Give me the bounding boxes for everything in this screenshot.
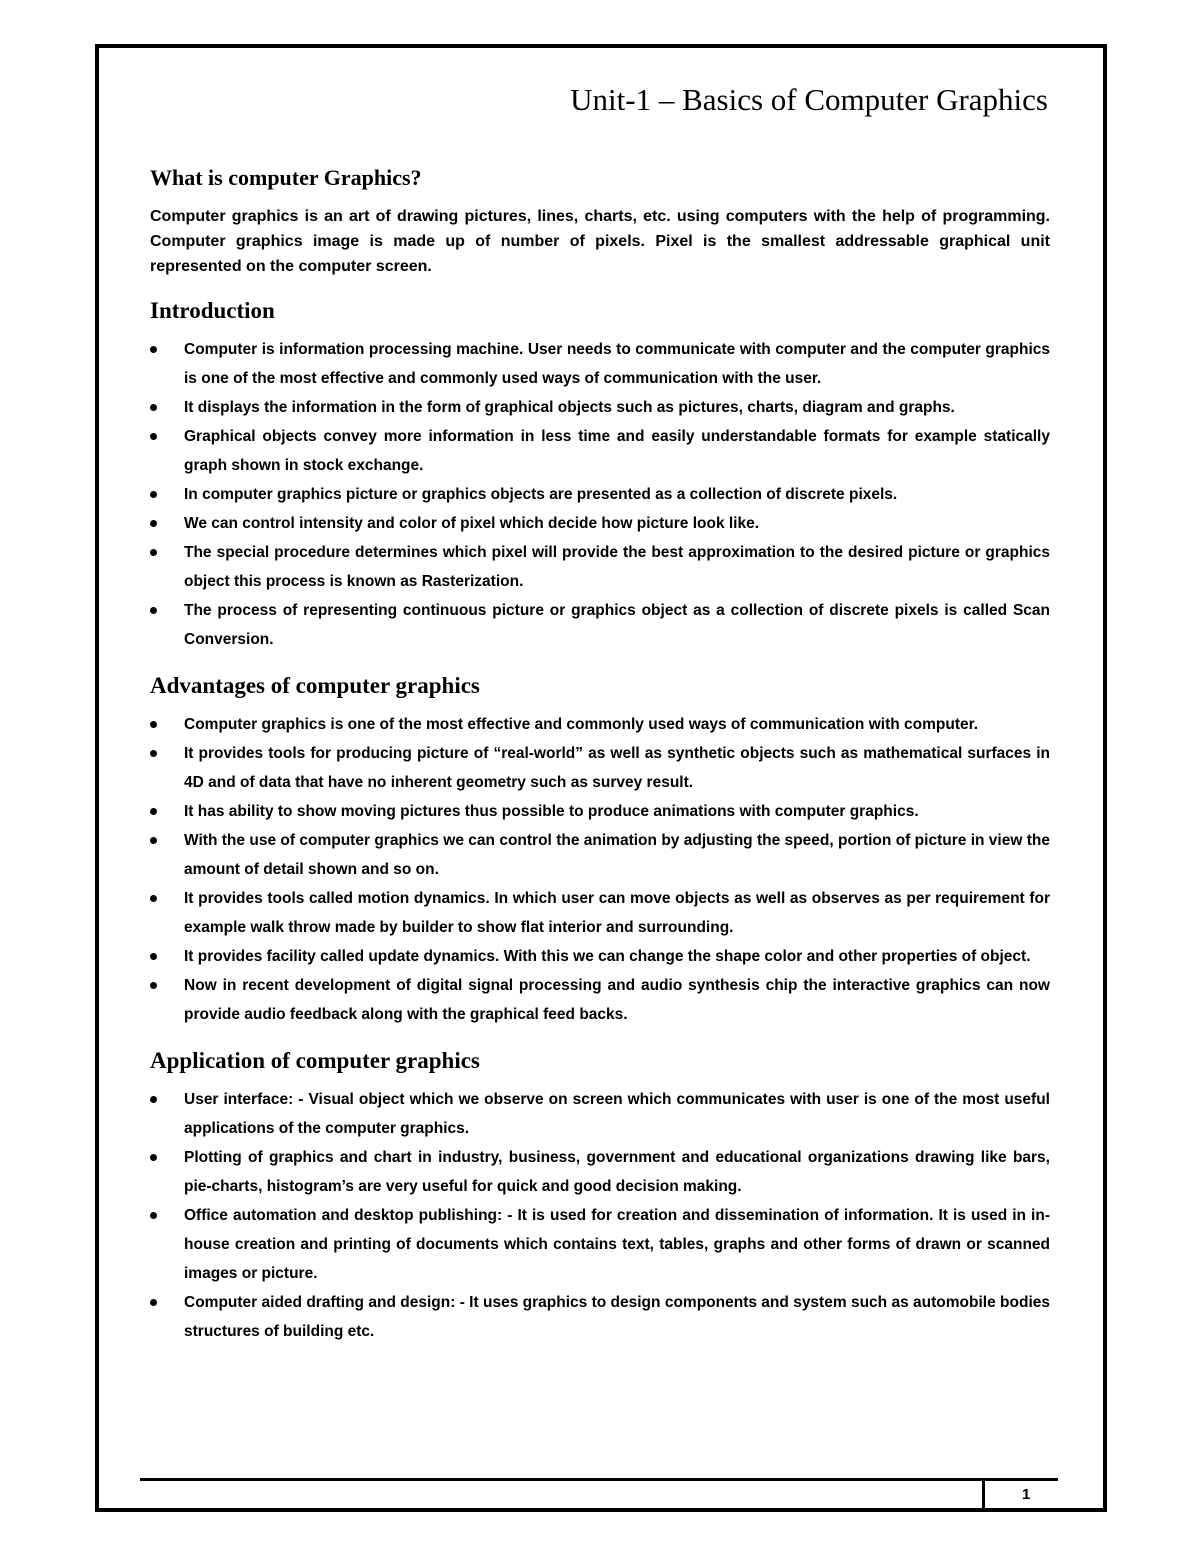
bullet-icon [150,509,158,538]
heading-what-is: What is computer Graphics? [150,165,422,190]
list-item-text: We can control intensity and color of pixel which decide how picture look like. [184,515,760,532]
list-item [150,509,1050,538]
list-item [150,335,1050,393]
page-number: 1 [1022,1486,1031,1503]
list-item [150,739,1050,797]
list-item-text: With the use of computer graphics we can control the animation by adjusting the speed, portion of picture in view the amount of detail shown and so on. [184,832,1050,878]
list-item-text: It provides facility called update dynamics. With this we can change the shape color and other properties of object. [184,948,1031,965]
bullet-icon [150,710,158,739]
introduction-list [150,335,1050,654]
bullet-icon [150,335,158,364]
list-item [150,826,1050,884]
bullet-icon [150,422,158,451]
list-item [150,797,1050,826]
bullet-icon [150,826,158,855]
list-item [150,710,1050,739]
bullet-icon [150,739,158,768]
page-content [150,160,1050,1346]
bullet-icon [150,480,158,509]
list-item [150,1288,1050,1346]
bullet-icon [150,393,158,422]
bullet-icon [150,1143,158,1172]
bullet-icon [150,971,158,1000]
list-item-text: Computer graphics is one of the most effective and commonly used ways of communication with computer. [184,716,979,733]
heading-introduction: Introduction [150,298,275,323]
list-item-text: Office automation and desktop publishing: - It is used for creation and dissemination of information. It is used in in-house creation and printing of documents which contains text, tables, graphs and other forms of drawn or scanned images or picture. [184,1207,1050,1282]
bullet-icon [150,538,158,567]
footer-divider [982,1480,985,1510]
footer-rule [140,1478,1058,1481]
list-item-text: Computer is information processing machine. User needs to communicate with computer and the computer graphics is one of the most effective and commonly used ways of communication with the user. [184,341,1050,387]
bullet-icon [150,1201,158,1230]
unit-title: Unit-1 – Basics of Computer Graphics [570,82,1048,117]
bullet-icon [150,797,158,826]
what-is-paragraph: Computer graphics is an art of drawing pictures, lines, charts, etc. using computers with the help of programming. Computer graphics image is made up of number of pixels. Pixel is the smallest addressable graphical unit represented on the computer screen. [150,208,1050,275]
list-item [150,538,1050,596]
list-item-text: Graphical objects convey more information in less time and easily understandable formats for example statically graph shown in stock exchange. [184,428,1050,474]
list-item-text: It provides tools called motion dynamics. In which user can move objects as well as observes as per requirement for example walk throw made by builder to show flat interior and surrounding. [184,890,1050,936]
bullet-icon [150,1288,158,1317]
list-item [150,1143,1050,1201]
list-item [150,422,1050,480]
list-item [150,480,1050,509]
list-item [150,596,1050,654]
bullet-icon [150,596,158,625]
bullet-icon [150,884,158,913]
list-item-text: Now in recent development of digital signal processing and audio synthesis chip the interactive graphics can now provide audio feedback along with the graphical feed backs. [184,977,1050,1023]
advantages-list [150,710,1050,1029]
list-item-text: The special procedure determines which pixel will provide the best approximation to the desired picture or graphics object this process is known as Rasterization. [184,544,1050,590]
list-item-text: User interface: - Visual object which we observe on screen which communicates with user is one of the most useful applications of the computer graphics. [184,1091,1050,1137]
list-item [150,942,1050,971]
heading-applications: Application of computer graphics [150,1048,480,1073]
list-item-text: Computer aided drafting and design: - It uses graphics to design components and system such as automobile bodies structures of building etc. [184,1294,1050,1340]
list-item-text: It provides tools for producing picture of “real-world” as well as synthetic objects such as mathematical surfaces in 4D and of data that have no inherent geometry such as survey result. [184,745,1050,791]
applications-list [150,1085,1050,1346]
list-item-text: It displays the information in the form of graphical objects such as pictures, charts, diagram and graphs. [184,399,955,416]
list-item-text: It has ability to show moving pictures thus possible to produce animations with computer graphics. [184,803,919,820]
list-item [150,971,1050,1029]
list-item-text: Plotting of graphics and chart in industry, business, government and educational organizations drawing like bars, pie-charts, histogram’s are very useful for quick and good decision making. [184,1149,1050,1195]
heading-advantages: Advantages of computer graphics [150,673,480,698]
list-item [150,884,1050,942]
list-item-text: The process of representing continuous picture or graphics object as a collection of discrete pixels is called Scan Conversion. [184,602,1050,648]
list-item [150,1085,1050,1143]
bullet-icon [150,942,158,971]
list-item [150,1201,1050,1288]
bullet-icon [150,1085,158,1114]
list-item-text: In computer graphics picture or graphics objects are presented as a collection of discrete pixels. [184,486,898,503]
list-item [150,393,1050,422]
